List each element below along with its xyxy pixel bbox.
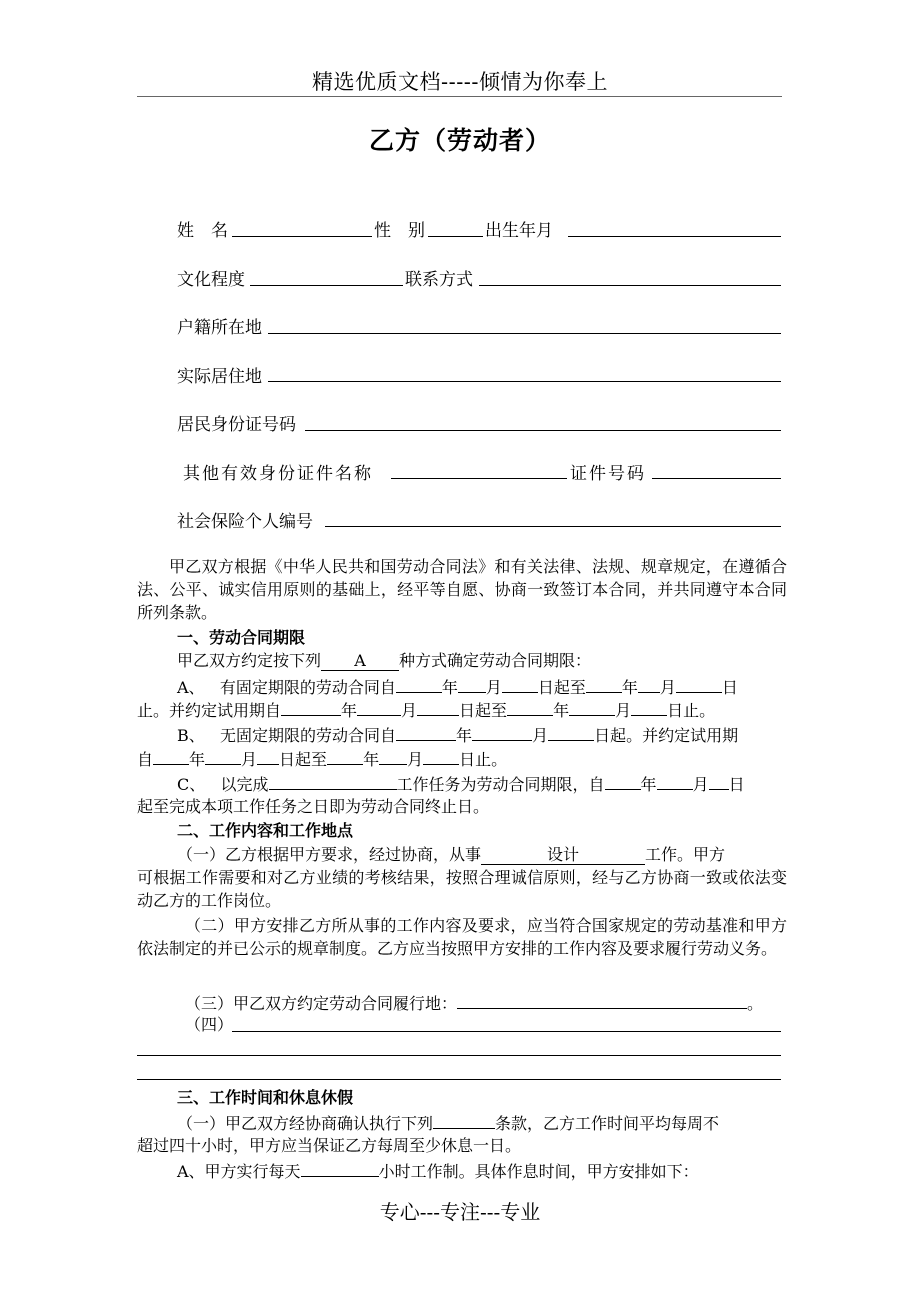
section-3-p1-first xyxy=(177,1109,719,1134)
from-word: 日起至 xyxy=(537,678,586,697)
option-c-text-2: 工作任务为劳动合同期限，自 xyxy=(396,775,605,794)
a-prob-start-day-field[interactable] xyxy=(417,696,459,716)
year-word: 年 xyxy=(341,701,358,720)
hours-field[interactable] xyxy=(301,1157,379,1177)
day-word: 日 xyxy=(721,678,738,697)
option-b-text: 无固定期限的劳动合同自 xyxy=(220,726,397,745)
option-b-label: B、 xyxy=(177,726,205,745)
c-month-field[interactable] xyxy=(657,770,693,790)
section-1-intro xyxy=(177,648,591,671)
section-2-p2: （二）甲方安排乙方所从事的工作内容及要求，应当符合国家规定的劳动基准和甲方依法制定的并已公示的规章制度。乙方应当按照甲方安排的工作内容及要求履行劳动义务。 xyxy=(137,916,787,958)
b-start-day-field[interactable] xyxy=(548,721,594,741)
other-id-number-field[interactable] xyxy=(652,478,781,479)
name-field[interactable] xyxy=(232,236,372,237)
b-prob-start-month-field[interactable] xyxy=(205,745,241,765)
year-word: 年 xyxy=(621,678,638,697)
option-a-line-2 xyxy=(137,696,715,721)
section-3-pa xyxy=(177,1157,699,1182)
month-word: 月 xyxy=(401,701,418,720)
section-1-heading: 一、劳动合同期限 xyxy=(177,628,306,647)
education-label: 文化程度 xyxy=(177,270,245,290)
from-word: 日起。并约定试用期 xyxy=(594,726,739,745)
a-prob-start-year-field[interactable] xyxy=(281,696,341,716)
intro-text-end: 种方式确定劳动合同期限： xyxy=(399,651,592,670)
id-number-label: 居民身份证号码 xyxy=(177,415,296,435)
year-word: 年 xyxy=(363,750,380,769)
birth-label: 出生年月 xyxy=(485,221,553,241)
month-word: 月 xyxy=(615,701,632,720)
from-word: 自 xyxy=(137,750,154,769)
option-c-line-2: 起至完成本项工作任务之日即为劳动合同终止日。 xyxy=(137,797,490,816)
a-prob-start-month-field[interactable] xyxy=(357,696,401,716)
section-2-p4: （四） xyxy=(185,1015,234,1034)
section-2-p1-rest: 可根据工作需要和对乙方业绩的考核结果，按照合理诚信原则，经与乙方协商一致或依法变动乙方的工作岗位。 xyxy=(137,868,787,910)
p1-text: （一）乙方根据甲方要求，经过协商，从事 xyxy=(177,845,482,864)
hukou-label: 户籍所在地 xyxy=(177,318,262,338)
contact-field[interactable] xyxy=(479,285,781,286)
option-a-line-1 xyxy=(177,673,738,698)
month-word: 月 xyxy=(532,726,549,745)
education-field[interactable] xyxy=(250,285,403,286)
other-id-name-label: 其他有效身份证件名称 xyxy=(183,464,373,484)
p1-text-end: 条款，乙方工作时间平均每周不 xyxy=(495,1114,720,1133)
year-word: 年 xyxy=(441,678,458,697)
a-end-year-field[interactable] xyxy=(586,673,622,693)
a-end-month-field[interactable] xyxy=(638,673,660,693)
a-start-day-field[interactable] xyxy=(502,673,538,693)
month-word: 月 xyxy=(692,775,709,794)
header-rule xyxy=(137,96,782,97)
term-type-field[interactable]: A xyxy=(321,651,399,671)
month-word: 月 xyxy=(485,678,502,697)
c-day-field[interactable] xyxy=(709,770,729,790)
b-prob-start-day-field[interactable] xyxy=(257,745,279,765)
option-a-text: 有固定期限的劳动合同自 xyxy=(219,678,396,697)
from-word: 日起至 xyxy=(279,750,328,769)
from-word: 日起至 xyxy=(459,701,508,720)
other-id-name-field[interactable] xyxy=(391,478,567,479)
b-prob-end-month-field[interactable] xyxy=(379,745,407,765)
a-end-day-field[interactable] xyxy=(676,673,722,693)
residence-label: 实际居住地 xyxy=(177,367,262,387)
b-prob-end-year-field[interactable] xyxy=(327,745,363,765)
option-a-label: A、 xyxy=(177,678,205,697)
probation-text: 止。并约定试用期自 xyxy=(137,701,282,720)
name-label: 姓 名 xyxy=(177,221,228,241)
option-b-line-2 xyxy=(137,745,507,770)
contact-label: 联系方式 xyxy=(405,270,473,290)
c-task-field[interactable] xyxy=(269,770,397,790)
p1-text-end: 工作。甲方 xyxy=(645,845,726,864)
social-insurance-field[interactable] xyxy=(325,526,781,527)
option-c-text: 以完成 xyxy=(220,775,269,794)
c-year-field[interactable] xyxy=(605,770,641,790)
gender-label: 性 别 xyxy=(374,221,425,241)
a-prob-end-day-field[interactable] xyxy=(631,696,667,716)
month-word: 月 xyxy=(659,678,676,697)
p4-line-3[interactable] xyxy=(137,1079,781,1080)
pa-text-end: 小时工作制。具体作息时间，甲方安排如下： xyxy=(378,1162,699,1181)
id-number-field[interactable] xyxy=(305,430,781,431)
month-word: 月 xyxy=(241,750,258,769)
gender-field[interactable] xyxy=(428,236,483,237)
p4-line-2[interactable] xyxy=(137,1055,781,1056)
year-word: 年 xyxy=(640,775,657,794)
stop-word: 日止。 xyxy=(667,701,716,720)
b-start-year-field[interactable] xyxy=(396,721,456,741)
clause-field[interactable] xyxy=(433,1109,495,1129)
birth-field[interactable] xyxy=(568,236,781,237)
b-start-month-field[interactable] xyxy=(472,721,532,741)
year-word: 年 xyxy=(189,750,206,769)
section-2-heading: 二、工作内容和工作地点 xyxy=(177,821,354,840)
b-prob-end-day-field[interactable] xyxy=(423,745,459,765)
year-word: 年 xyxy=(553,701,570,720)
a-prob-end-year-field[interactable] xyxy=(507,696,553,716)
intro-text: 甲乙双方约定按下列 xyxy=(177,651,322,670)
month-word: 月 xyxy=(407,750,424,769)
pa-text: A、甲方实行每天 xyxy=(177,1162,301,1181)
option-b-line-1 xyxy=(177,721,738,746)
a-prob-end-month-field[interactable] xyxy=(569,696,615,716)
residence-field[interactable] xyxy=(268,381,781,382)
b-prob-start-year-field[interactable] xyxy=(153,745,189,765)
section-3-p1-rest: 超过四十小时，甲方应当保证乙方每周至少休息一日。 xyxy=(137,1136,522,1155)
p4-line-1[interactable] xyxy=(232,1031,781,1032)
p1-text: （一）甲乙双方经协商确认执行下列 xyxy=(177,1114,434,1133)
preamble: 甲乙双方根据《中华人民共和国劳动合同法》和有关法律、法规、规章规定，在遵循合法、公平、诚实信用原则的基础上，经平等自愿、协商一致签订本合同，并共同遵守本合同所列条款。 xyxy=(137,557,787,622)
hukou-field[interactable] xyxy=(268,333,781,334)
day-word: 日 xyxy=(728,775,745,794)
stop-word: 日止。 xyxy=(459,750,508,769)
p3-end: 。 xyxy=(747,994,764,1013)
page-footer: 专心---专注---专业 xyxy=(379,1200,541,1224)
year-word: 年 xyxy=(456,726,473,745)
section-2-p3 xyxy=(185,989,763,1014)
page-title: 乙方（劳动者） xyxy=(368,126,551,155)
option-c-label: C、 xyxy=(177,775,206,794)
social-insurance-label: 社会保险个人编号 xyxy=(177,512,313,532)
a-start-year-field[interactable] xyxy=(396,673,442,693)
a-start-month-field[interactable] xyxy=(458,673,486,693)
section-2-p1-first xyxy=(177,842,725,865)
other-id-number-label: 证件号码 xyxy=(570,464,646,484)
work-location-field[interactable] xyxy=(457,989,747,1009)
page-header: 精选优质文档-----倾情为你奉上 xyxy=(312,70,608,94)
job-type-field[interactable]: 设计 xyxy=(481,845,645,865)
option-c-line-1 xyxy=(177,770,745,795)
section-3-heading: 三、工作时间和休息休假 xyxy=(177,1088,354,1107)
p3-text: （三）甲乙双方约定劳动合同履行地： xyxy=(185,994,458,1013)
